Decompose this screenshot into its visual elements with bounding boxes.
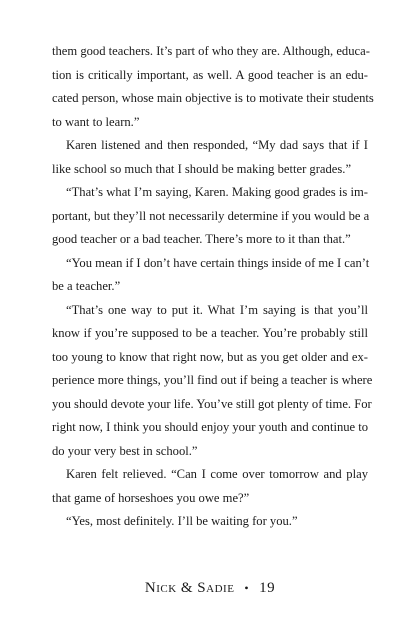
text-line: perience more things, you’ll find out if being a teacher is where	[52, 373, 373, 387]
text-line: tion is critically important, as well. A good teacher is an edu-	[52, 67, 368, 82]
text-line: portant, but they’ll not necessarily determine if you would be a	[52, 208, 370, 223]
text-line: cated person, whose main objective is to motivate their students	[52, 91, 374, 105]
text-line: Karen felt relieved. “Can I come over tomorrow and play	[66, 467, 368, 481]
text-line: “That’s one way to put it. What I’m saying is that you’ll	[66, 302, 368, 317]
text-line: know if you’re supposed to be a teacher. You’re probably still	[52, 326, 368, 340]
text-line: “That’s what I’m saying, Karen. Making good grades is im-	[66, 185, 368, 199]
running-title: Nick & Sadie	[144, 580, 235, 596]
text-line: “Yes, most definitely. I’ll be waiting for you.”	[66, 514, 298, 528]
text-line: “You mean if I don’t have certain things inside of me I can’t	[66, 255, 370, 270]
text-line: right now, I think you should enjoy your youth and continue to	[52, 420, 369, 434]
footer-separator: •	[244, 581, 250, 595]
text-line: do your very best in school.”	[52, 443, 198, 458]
page-number: 19	[259, 580, 276, 596]
text-line: too young to know that right now, but as you get older and ex-	[52, 349, 368, 364]
text-line: them good teachers. It’s part of who they are. Although, educa-	[52, 44, 370, 58]
text-line: to want to learn.”	[52, 114, 140, 129]
text-line: like school so much that I should be making better grades.”	[52, 161, 352, 176]
text-line: that game of horseshoes you owe me?”	[52, 490, 250, 505]
text-line: you should devote your life. You’ve still got plenty of time. For	[52, 396, 372, 411]
text-line: be a teacher.”	[52, 279, 121, 293]
text-line: Karen listened and then responded, “My dad says that if I	[66, 138, 368, 152]
text-line: good teacher or a bad teacher. There’s more to it than that.”	[52, 232, 351, 246]
body-text	[52, 40, 374, 534]
page-footer	[0, 580, 420, 597]
